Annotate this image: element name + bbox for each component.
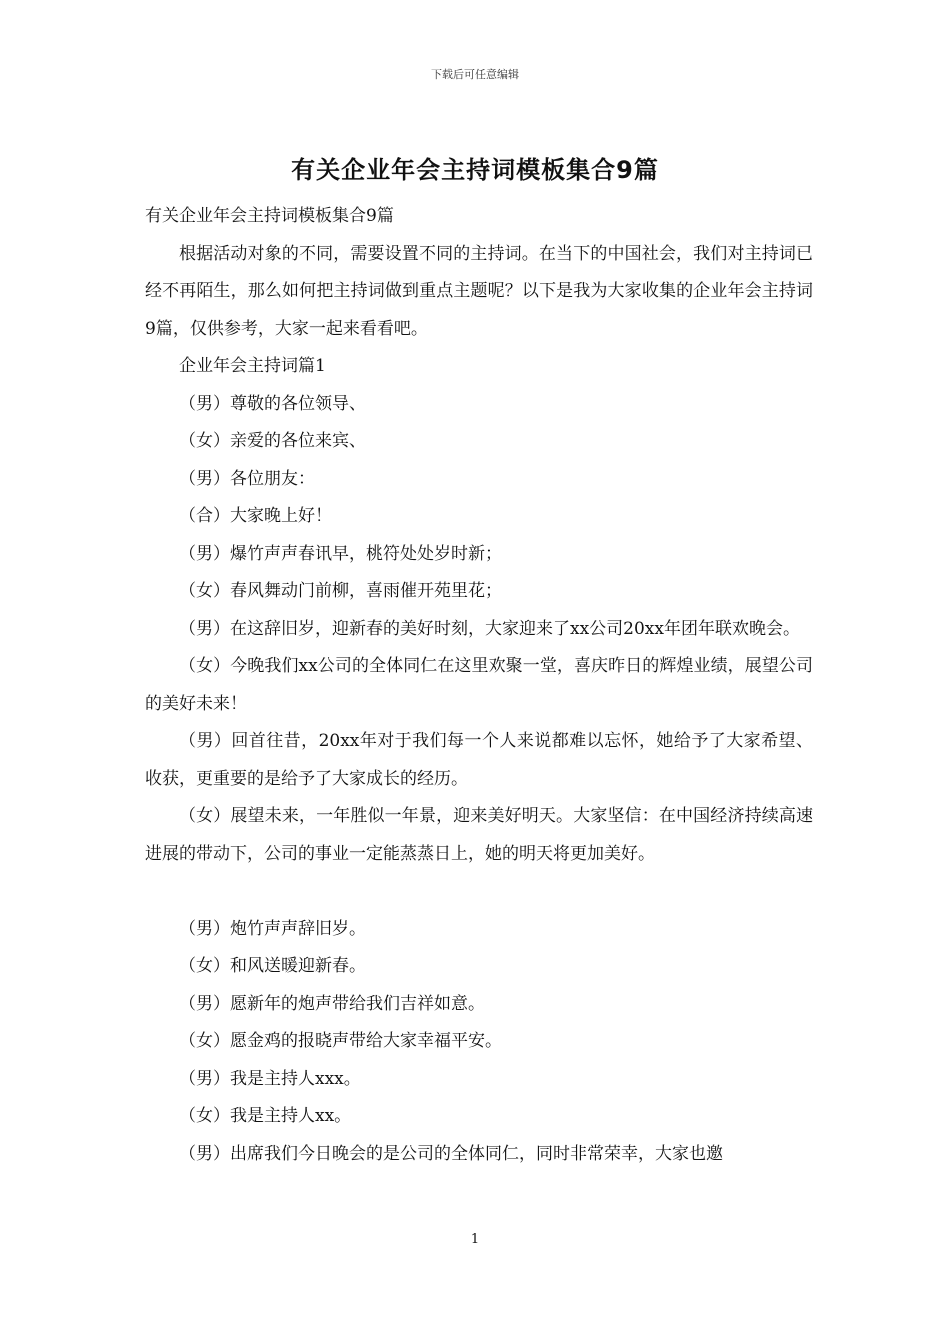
document-title: 有关企业年会主持词模板集合9篇 [291, 156, 659, 184]
dialogue-line: （女）愿金鸡的报晓声带给大家幸福平安。 [179, 1031, 502, 1051]
header-note: 下载后可任意编辑 [431, 68, 519, 81]
dialogue-line: （男）炮竹声声辞旧岁。 [179, 918, 366, 939]
dialogue-line: （男）爆竹声声春讯早，桃符处处岁时新； [179, 543, 502, 564]
dialogue-line: （女）我是主持人xx。 [179, 1106, 352, 1126]
dialogue-line: （女）春风舞动门前柳，喜雨催开苑里花； [179, 581, 502, 601]
intro-paragraph: 根据活动对象的不同，需要设置不同的主持词。在当下的中国社会，我们对主持词已经不再陌生，那么如何把主持词做到重点主题呢？以下是我为大家收集的企业年会主持词9篇，仅供参考，大家一起来看看吧。 [145, 243, 813, 339]
dialogue-paragraph: （男）在这辞旧岁，迎新春的美好时刻，大家迎来了xx公司20xx年团年联欢晚会。 [179, 618, 800, 639]
subtitle-line: 有关企业年会主持词模板集合9篇 [145, 206, 394, 226]
dialogue-paragraph: （男）回首往昔，20xx年对于我们每一个人来说都难以忘怀，她给予了大家希望、收获，更重要的是给予了大家成长的经历。 [145, 731, 813, 789]
dialogue-line: （男）我是主持人xxx。 [179, 1068, 361, 1089]
dialogue-line: （男）尊敬的各位领导、 [179, 393, 366, 414]
dialogue-line: （男）愿新年的炮声带给我们吉祥如意。 [179, 993, 485, 1014]
dialogue-paragraph: （男）出席我们今日晚会的是公司的全体同仁，同时非常荣幸，大家也邀 [179, 1143, 723, 1164]
blank-line [145, 873, 813, 911]
dialogue-line: （男）各位朋友： [179, 468, 315, 489]
dialogue-line: （合）大家晚上好！ [179, 506, 332, 526]
dialogue-line: （女）和风送暖迎新春。 [179, 956, 366, 976]
document-body [145, 198, 813, 1173]
section-heading: 企业年会主持词篇1 [179, 356, 326, 376]
dialogue-paragraph: （女）展望未来，一年胜似一年景，迎来美好明天。大家坚信：在中国经济持续高速进展的带动下，公司的事业一定能蒸蒸日上，她的明天将更加美好。 [145, 806, 813, 864]
page-number: 1 [470, 1232, 480, 1247]
dialogue-line: （女）亲爱的各位来宾、 [179, 431, 366, 451]
dialogue-paragraph: （女）今晚我们xx公司的全体同仁在这里欢聚一堂，喜庆昨日的辉煌业绩，展望公司的美好未来！ [145, 656, 813, 714]
